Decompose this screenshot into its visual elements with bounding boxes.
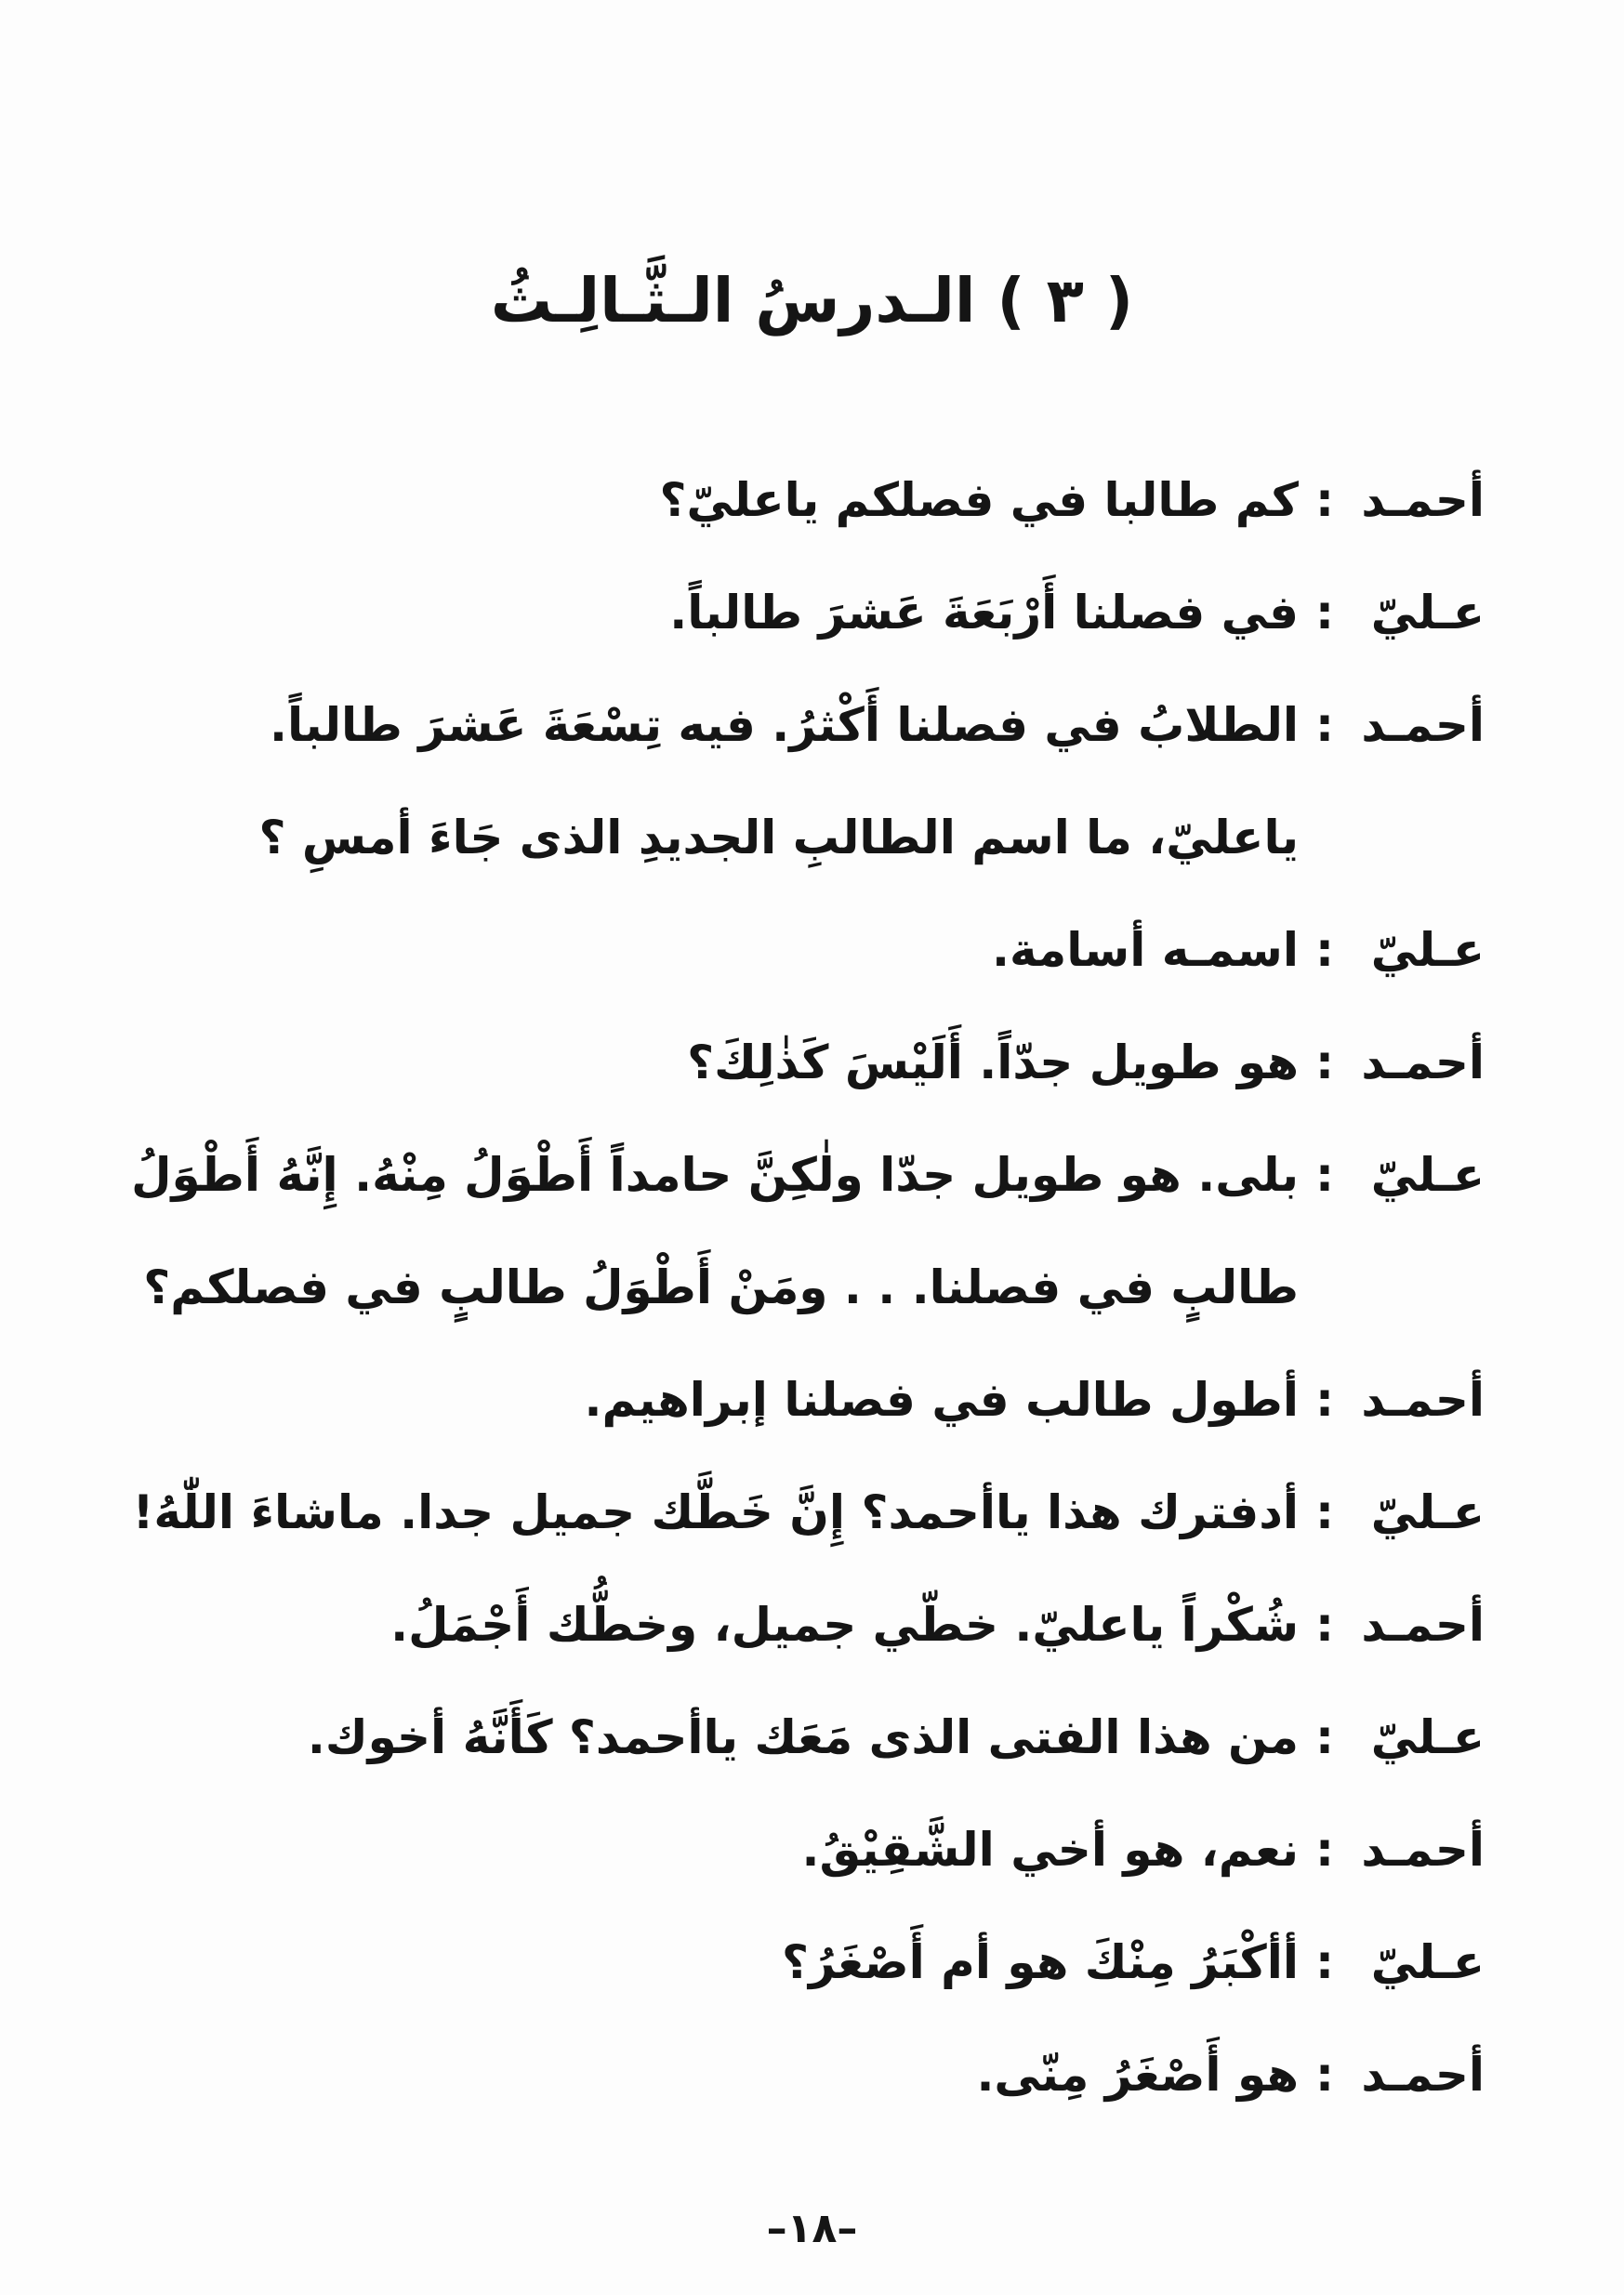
speaker-name: عـليّ: [1370, 1935, 1485, 1989]
speaker-name: أحمـد: [1361, 698, 1485, 752]
speaker-separator: :: [1315, 1823, 1334, 1877]
dialogue-text: الطلابُ في فصلنا أَكْثرُ. فيه تِسْعَةَ عَشرَ طالباً. ياعليّ، ما اسم الطالبِ الجديدِ الذى جَاءَ أمسِ ؟: [258, 698, 1299, 864]
speaker-name: أحمـد: [1361, 473, 1485, 527]
speaker-separator: :: [1315, 698, 1334, 752]
speaker-name: أحمـد: [1361, 1598, 1485, 1652]
speaker-separator: :: [1315, 1935, 1334, 1989]
dialogue-line: [109, 2019, 1485, 2131]
speaker-name: أحمـد: [1361, 2048, 1485, 2102]
speaker-name: عـليّ: [1370, 1148, 1485, 1202]
speaker-separator: :: [1315, 923, 1334, 977]
speaker-separator: :: [1315, 1373, 1334, 1427]
speaker-separator: :: [1315, 1148, 1334, 1202]
dialogue-text: هو أَصْغَرُ مِنّى.: [976, 2048, 1299, 2102]
dialogue-text: في فصلنا أَرْبَعَةَ عَشرَ طالباً.: [669, 586, 1299, 640]
dialogue-line: [109, 1794, 1485, 1906]
dialogue-text: أأكْبَرُ مِنْكَ هو أم أَصْغَرُ؟: [781, 1935, 1299, 1989]
dialogue-text: أطول طالب في فصلنا إبراهيم.: [584, 1373, 1299, 1427]
speaker-separator: :: [1315, 1485, 1334, 1539]
speaker-name: أحمـد: [1361, 1823, 1485, 1877]
speaker-name: عـليّ: [1370, 923, 1485, 977]
dialogue-line: [109, 444, 1485, 557]
dialogue-line: [109, 1457, 1485, 1569]
dialogue-line: [109, 1344, 1485, 1457]
speaker-separator: :: [1315, 1035, 1334, 1089]
dialogue-line: [109, 1682, 1485, 1794]
dialogue-text: أدفترك هذا ياأحمد؟ إِنَّ خَطَّك جميل جدا. ماشاءَ اللّٰهُ!: [132, 1485, 1299, 1539]
speaker-separator: :: [1315, 473, 1334, 527]
speaker-name: عـليّ: [1370, 586, 1485, 640]
lesson-title: ( ٣ ) الـدرسُ الـثَّـالِـثُ: [490, 265, 1134, 336]
dialogue-line: [109, 1906, 1485, 2019]
dialogue-text: اسمـه أسامة.: [991, 923, 1299, 977]
speaker-name: عـليّ: [1370, 1485, 1485, 1539]
dialogue-line: [109, 1119, 1485, 1344]
dialogue-text: نعم، هو أخي الشَّقِيْقُ.: [801, 1823, 1299, 1877]
speaker-name: أحمـد: [1361, 1035, 1485, 1089]
dialogue-line: [109, 894, 1485, 1007]
speaker-separator: :: [1315, 2048, 1334, 2102]
dialogue-text: كم طالبا في فصلكم ياعليّ؟: [659, 473, 1299, 527]
dialogue-line: [109, 1569, 1485, 1682]
dialogue-line: [109, 557, 1485, 669]
dialogue-text: بلى. هو طويل جدّا ولٰكِنَّ حامداً أَطْوَلُ مِنْهُ. إِنَّهُ أَطْوَلُ طالبٍ في فصلنا. . . ومَنْ أَطْوَلُ طالبٍ في فصلكم؟: [131, 1148, 1299, 1314]
page-number: –١٨–: [766, 2205, 858, 2252]
speaker-name: عـليّ: [1370, 1710, 1485, 1764]
dialogue-text: من هذا الفتى الذى مَعَك ياأحمد؟ كَأَنَّهُ أخوك.: [307, 1710, 1299, 1764]
dialogue-line: [109, 669, 1485, 894]
speaker-separator: :: [1315, 1710, 1334, 1764]
speaker-separator: :: [1315, 586, 1334, 640]
dialogue-text: شُكْراً ياعليّ. خطّي جميل، وخطُّك أَجْمَلُ.: [390, 1598, 1299, 1652]
speaker-separator: :: [1315, 1598, 1334, 1652]
dialogue-line: [109, 1007, 1485, 1119]
speaker-name: أحمـد: [1361, 1373, 1485, 1427]
dialogue-text: هو طويل جدّاً. أَلَيْسَ كَذٰلِكَ؟: [687, 1035, 1299, 1089]
dialogue-list: [109, 444, 1485, 2131]
